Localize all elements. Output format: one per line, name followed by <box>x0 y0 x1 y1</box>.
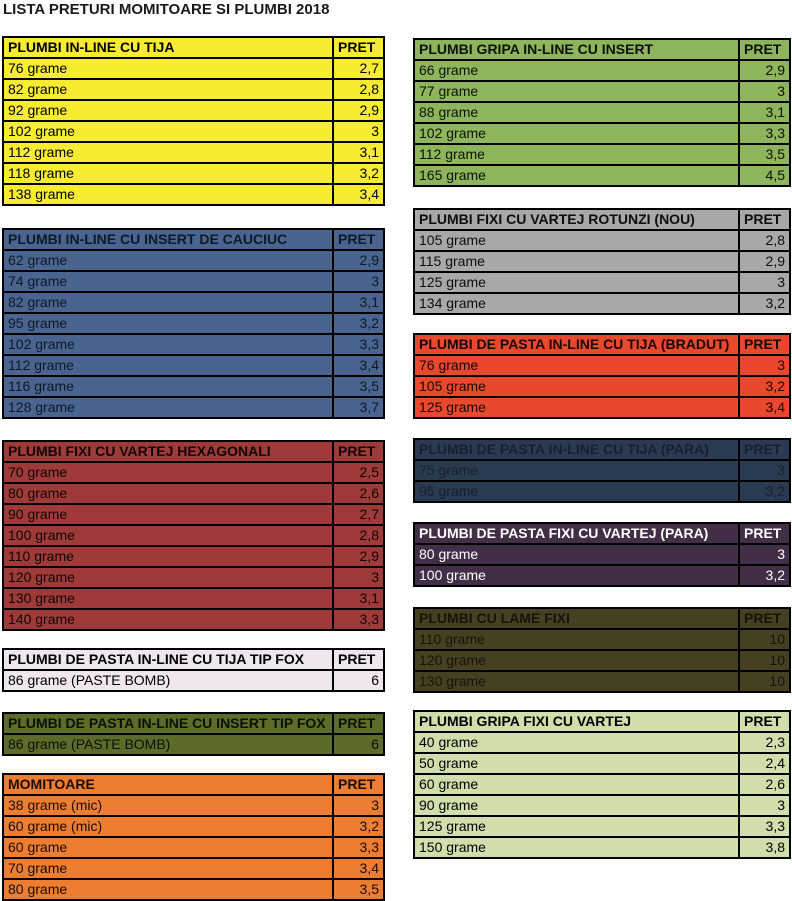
item-label: 95 grame <box>3 313 333 334</box>
item-label: 90 grame <box>414 795 739 816</box>
table-title: PLUMBI DE PASTA IN-LINE CU INSERT TIP FOX <box>3 713 333 734</box>
item-price: 3,4 <box>739 397 790 418</box>
table-row <box>3 184 384 205</box>
price-table-plumbi-in-line-cu-insert-de-cauciuc <box>2 228 385 419</box>
item-label: 86 grame (PASTE BOMB) <box>3 734 333 755</box>
table-row <box>3 313 384 334</box>
table-row <box>3 879 384 900</box>
item-label: 102 grame <box>414 123 739 144</box>
table-row <box>3 734 384 755</box>
table-row <box>3 837 384 858</box>
table-row <box>3 142 384 163</box>
item-label: 70 grame <box>3 462 333 483</box>
left-column <box>2 36 385 901</box>
table-title: PLUMBI CU LAME FIXI <box>414 608 739 629</box>
item-price: 3,4 <box>333 355 384 376</box>
table-row <box>414 795 790 816</box>
table-title: PLUMBI IN-LINE CU INSERT DE CAUCIUC <box>3 229 333 250</box>
price-column-header: PRET <box>739 439 790 460</box>
price-column-header: PRET <box>739 608 790 629</box>
price-table-plumbi-cu-lame-fixi <box>413 607 791 693</box>
price-table-plumbi-de-pasta-in-line-cu-insert-tip-fox <box>2 712 385 756</box>
price-table-plumbi-de-pasta-in-line-cu-tija-para <box>413 438 791 503</box>
item-label: 100 grame <box>3 525 333 546</box>
item-label: 80 grame <box>3 879 333 900</box>
item-label: 76 grame <box>3 58 333 79</box>
table-row <box>414 60 790 81</box>
price-table-plumbi-de-pasta-in-line-cu-tija-bradut <box>413 333 791 419</box>
table-row <box>414 123 790 144</box>
item-price: 2,6 <box>739 774 790 795</box>
item-label: 105 grame <box>414 230 739 251</box>
item-label: 102 grame <box>3 334 333 355</box>
table-row <box>414 544 790 565</box>
item-price: 3,4 <box>333 184 384 205</box>
table-row <box>3 163 384 184</box>
table-row <box>3 546 384 567</box>
price-column-header: PRET <box>739 209 790 230</box>
item-label: 140 grame <box>3 609 333 630</box>
item-label: 76 grame <box>414 355 739 376</box>
item-label: 66 grame <box>414 60 739 81</box>
price-table-plumbi-gripa-in-line-cu-insert <box>413 38 791 187</box>
item-price: 3,4 <box>333 858 384 879</box>
table-row <box>3 58 384 79</box>
item-price: 3,2 <box>739 481 790 502</box>
table-title: PLUMBI DE PASTA IN-LINE CU TIJA TIP FOX <box>3 649 333 670</box>
item-label: 95 grame <box>414 481 739 502</box>
table-row <box>3 250 384 271</box>
item-label: 82 grame <box>3 79 333 100</box>
item-label: 112 grame <box>414 144 739 165</box>
item-price: 2,9 <box>739 251 790 272</box>
item-price: 2,3 <box>739 732 790 753</box>
item-label: 150 grame <box>414 837 739 858</box>
table-title: PLUMBI GRIPA FIXI CU VARTEJ <box>414 711 739 732</box>
item-label: 38 grame (mic) <box>3 795 333 816</box>
table-header-row <box>3 229 384 250</box>
item-label: 115 grame <box>414 251 739 272</box>
item-label: 82 grame <box>3 292 333 313</box>
price-table-momitoare <box>2 773 385 901</box>
item-price: 3,7 <box>333 397 384 418</box>
item-label: 116 grame <box>3 376 333 397</box>
item-label: 77 grame <box>414 81 739 102</box>
item-price: 3,2 <box>333 313 384 334</box>
table-row <box>414 671 790 692</box>
table-row <box>3 483 384 504</box>
item-price: 3 <box>333 795 384 816</box>
item-label: 62 grame <box>3 250 333 271</box>
item-price: 3 <box>739 81 790 102</box>
table-row <box>414 102 790 123</box>
price-column-header: PRET <box>739 39 790 60</box>
item-price: 3,2 <box>739 565 790 586</box>
table-row <box>3 609 384 630</box>
table-title: MOMITOARE <box>3 774 333 795</box>
table-row <box>414 251 790 272</box>
item-label: 74 grame <box>3 271 333 292</box>
item-label: 92 grame <box>3 100 333 121</box>
table-row <box>414 565 790 586</box>
table-row <box>3 795 384 816</box>
table-row <box>414 732 790 753</box>
price-table-plumbi-gripa-fixi-cu-vartej <box>413 710 791 859</box>
item-label: 112 grame <box>3 142 333 163</box>
item-label: 110 grame <box>414 629 739 650</box>
item-price: 3,1 <box>333 142 384 163</box>
item-price: 3 <box>333 271 384 292</box>
table-header-row <box>414 334 790 355</box>
table-row <box>3 462 384 483</box>
item-price: 4,5 <box>739 165 790 186</box>
table-row <box>3 292 384 313</box>
item-price: 3,5 <box>739 144 790 165</box>
table-header-row <box>3 713 384 734</box>
table-row <box>3 121 384 142</box>
table-header-row <box>414 439 790 460</box>
item-price: 3,3 <box>333 334 384 355</box>
table-row <box>414 774 790 795</box>
item-label: 165 grame <box>414 165 739 186</box>
price-column-header: PRET <box>739 523 790 544</box>
item-label: 90 grame <box>3 504 333 525</box>
table-row <box>414 481 790 502</box>
table-title: PLUMBI FIXI CU VARTEJ HEXAGONALI <box>3 441 333 462</box>
item-label: 100 grame <box>414 565 739 586</box>
item-price: 3,2 <box>739 293 790 314</box>
table-row <box>3 376 384 397</box>
item-price: 3,2 <box>739 376 790 397</box>
table-row <box>3 271 384 292</box>
item-label: 60 grame <box>414 774 739 795</box>
item-price: 2,8 <box>333 525 384 546</box>
table-header-row <box>414 209 790 230</box>
table-header-row <box>3 37 384 58</box>
item-price: 10 <box>739 650 790 671</box>
table-header-row <box>3 774 384 795</box>
table-header-row <box>414 39 790 60</box>
price-column-header: PRET <box>333 649 384 670</box>
table-header-row <box>414 523 790 544</box>
table-header-row <box>3 441 384 462</box>
table-title: PLUMBI DE PASTA FIXI CU VARTEJ (PARA) <box>414 523 739 544</box>
item-price: 2,9 <box>333 546 384 567</box>
item-label: 86 grame (PASTE BOMB) <box>3 670 333 691</box>
item-label: 80 grame <box>3 483 333 504</box>
table-row <box>414 272 790 293</box>
table-row <box>3 504 384 525</box>
price-table-plumbi-in-line-cu-tija <box>2 36 385 206</box>
price-column-header: PRET <box>739 711 790 732</box>
item-price: 3,3 <box>739 123 790 144</box>
table-title: PLUMBI DE PASTA IN-LINE CU TIJA (PARA) <box>414 439 739 460</box>
price-column-header: PRET <box>333 229 384 250</box>
item-label: 80 grame <box>414 544 739 565</box>
price-column-header: PRET <box>333 774 384 795</box>
item-price: 2,4 <box>739 753 790 774</box>
table-row <box>414 81 790 102</box>
item-price: 3,5 <box>333 879 384 900</box>
item-price: 3,2 <box>333 163 384 184</box>
price-table-plumbi-de-pasta-in-line-cu-tija-tip-fox <box>2 648 385 692</box>
item-price: 3,5 <box>333 376 384 397</box>
item-label: 70 grame <box>3 858 333 879</box>
item-label: 112 grame <box>3 355 333 376</box>
item-label: 120 grame <box>414 650 739 671</box>
item-price: 3 <box>333 121 384 142</box>
item-price: 2,9 <box>739 60 790 81</box>
item-label: 130 grame <box>3 588 333 609</box>
price-column-header: PRET <box>333 713 384 734</box>
item-price: 3,2 <box>333 816 384 837</box>
item-price: 3,3 <box>333 609 384 630</box>
table-title: PLUMBI GRIPA IN-LINE CU INSERT <box>414 39 739 60</box>
table-row <box>414 144 790 165</box>
table-title: PLUMBI FIXI CU VARTEJ ROTUNZI (NOU) <box>414 209 739 230</box>
item-price: 2,7 <box>333 504 384 525</box>
item-price: 3,8 <box>739 837 790 858</box>
item-price: 10 <box>739 671 790 692</box>
right-column <box>413 38 791 859</box>
price-column-header: PRET <box>333 37 384 58</box>
item-price: 3,1 <box>333 292 384 313</box>
table-row <box>414 355 790 376</box>
table-row <box>414 397 790 418</box>
item-price: 6 <box>333 670 384 691</box>
item-label: 60 grame (mic) <box>3 816 333 837</box>
item-label: 125 grame <box>414 816 739 837</box>
table-row <box>414 837 790 858</box>
item-label: 102 grame <box>3 121 333 142</box>
item-label: 118 grame <box>3 163 333 184</box>
item-price: 2,6 <box>333 483 384 504</box>
item-price: 3,3 <box>333 837 384 858</box>
table-row <box>414 230 790 251</box>
item-label: 120 grame <box>3 567 333 588</box>
table-row <box>3 355 384 376</box>
table-row <box>3 670 384 691</box>
table-title: PLUMBI DE PASTA IN-LINE CU TIJA (BRADUT) <box>414 334 739 355</box>
item-label: 105 grame <box>414 376 739 397</box>
item-label: 75 grame <box>414 460 739 481</box>
table-title: PLUMBI IN-LINE CU TIJA <box>3 37 333 58</box>
price-table-plumbi-fixi-cu-vartej-rotunzi-nou <box>413 208 791 315</box>
table-row <box>3 567 384 588</box>
item-label: 40 grame <box>414 732 739 753</box>
item-price: 3,1 <box>333 588 384 609</box>
item-price: 10 <box>739 629 790 650</box>
item-price: 6 <box>333 734 384 755</box>
price-table-plumbi-de-pasta-fixi-cu-vartej-para <box>413 522 791 587</box>
price-column-header: PRET <box>739 334 790 355</box>
table-row <box>414 629 790 650</box>
table-row <box>3 100 384 121</box>
item-price: 2,8 <box>333 79 384 100</box>
table-header-row <box>3 649 384 670</box>
item-price: 2,9 <box>333 100 384 121</box>
item-price: 3 <box>739 460 790 481</box>
item-price: 3 <box>739 544 790 565</box>
item-price: 3 <box>739 272 790 293</box>
table-row <box>3 858 384 879</box>
page-title: LISTA PRETURI MOMITOARE SI PLUMBI 2018 <box>3 1 330 18</box>
table-row <box>414 460 790 481</box>
table-row <box>3 79 384 100</box>
item-label: 138 grame <box>3 184 333 205</box>
table-row <box>3 816 384 837</box>
item-label: 125 grame <box>414 397 739 418</box>
table-row <box>414 376 790 397</box>
table-row <box>414 753 790 774</box>
item-price: 2,8 <box>739 230 790 251</box>
item-price: 2,9 <box>333 250 384 271</box>
item-price: 3 <box>739 355 790 376</box>
item-price: 3,1 <box>739 102 790 123</box>
table-header-row <box>414 608 790 629</box>
table-row <box>414 165 790 186</box>
item-label: 60 grame <box>3 837 333 858</box>
table-row <box>3 397 384 418</box>
item-label: 130 grame <box>414 671 739 692</box>
item-label: 128 grame <box>3 397 333 418</box>
price-column-header: PRET <box>333 441 384 462</box>
item-label: 134 grame <box>414 293 739 314</box>
table-row <box>414 650 790 671</box>
item-price: 3 <box>333 567 384 588</box>
table-row <box>3 525 384 546</box>
price-table-plumbi-fixi-cu-vartej-hexagonali <box>2 440 385 631</box>
item-price: 3,3 <box>739 816 790 837</box>
item-label: 125 grame <box>414 272 739 293</box>
item-price: 2,7 <box>333 58 384 79</box>
table-header-row <box>414 711 790 732</box>
item-label: 110 grame <box>3 546 333 567</box>
item-price: 3 <box>739 795 790 816</box>
table-row <box>414 816 790 837</box>
table-row <box>414 293 790 314</box>
table-row <box>3 588 384 609</box>
item-label: 88 grame <box>414 102 739 123</box>
item-price: 2,5 <box>333 462 384 483</box>
item-label: 50 grame <box>414 753 739 774</box>
table-row <box>3 334 384 355</box>
